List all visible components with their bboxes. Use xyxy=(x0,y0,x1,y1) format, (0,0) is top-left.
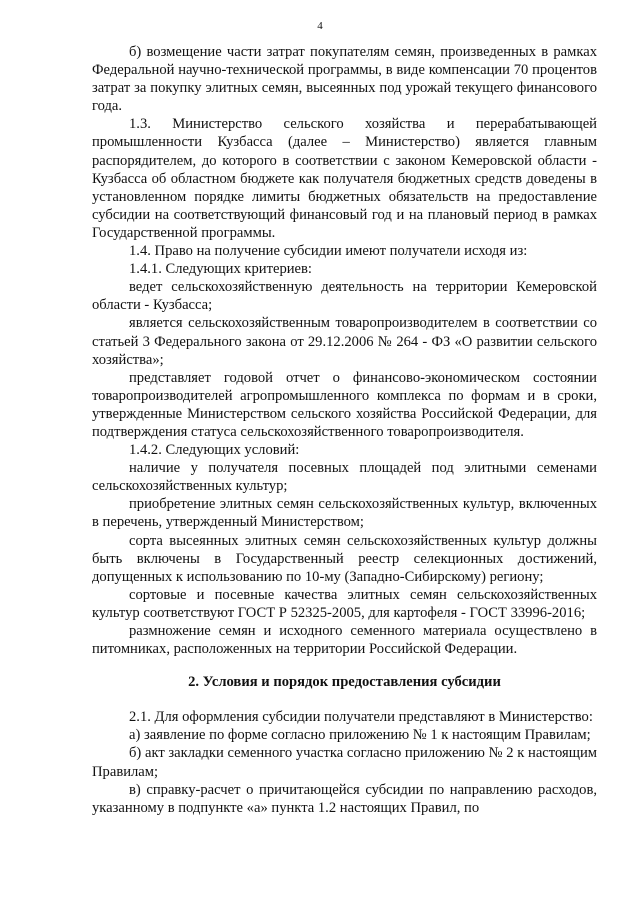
paragraph: 1.4.1. Следующих критериев: xyxy=(129,261,312,278)
paragraph: в) справку-расчет о причитающейся субсидии по направлению расходов, указанному в подпункте «а» пункта 1.2 настоящих Правил, по xyxy=(92,781,597,816)
document-body xyxy=(92,43,597,817)
paragraph: 1.4.2. Следующих условий: xyxy=(129,442,300,459)
paragraph: приобретение элитных семян сельскохозяйственных культур, включенных в перечень, утвержденный Министерством; xyxy=(92,496,597,531)
paragraph: размножение семян и исходного семенного материала осуществлено в питомниках, расположенных на территории Российской Федерации. xyxy=(92,623,597,658)
paragraph: представляет годовой отчет о финансово-экономическом состоянии товаропроизводителей агропромышленного комплекса по формам и в сроки, утвержденные Министерством сельского хозяйства Российской Федерации, для подтверждения статуса сельскохозяйственного товаропроизводителя. xyxy=(92,369,597,440)
section-heading: 2. Условия и порядок предоставления субсидии xyxy=(188,674,501,691)
paragraph: является сельскохозяйственным товаропроизводителем в соответствии со статьей 3 Федерального закона от 29.12.2006 № 264 - ФЗ «О развитии сельского хозяйства»; xyxy=(92,315,597,368)
paragraph: ведет сельскохозяйственную деятельность на территории Кемеровской области - Кузбасса; xyxy=(92,279,597,314)
paragraph: б) возмещение части затрат покупателям семян, произведенных в рамках Федеральной научно-технической программы, в виде компенсации 70 процентов затрат за покупку элитных семян, высеянных под урожай текущего финансового года. xyxy=(92,44,597,115)
paragraph: наличие у получателя посевных площадей под элитными семенами сельскохозяйственных культур; xyxy=(92,460,597,495)
paragraph: 1.4. Право на получение субсидии имеют получатели исходя из: xyxy=(129,243,528,260)
page-number: 4 xyxy=(317,20,323,32)
paragraph: б) акт закладки семенного участка согласно приложению № 2 к настоящим Правилам; xyxy=(92,745,597,780)
paragraph: а) заявление по форме согласно приложению № 1 к настоящим Правилам; xyxy=(129,727,591,744)
paragraph: сортовые и посевные качества элитных семян сельскохозяйственных культур соответствуют ГОСТ Р 52325-2005, для картофеля - ГОСТ 33996-2016; xyxy=(92,586,597,621)
paragraph: сорта высеянных элитных семян сельскохозяйственных культур должны быть включены в Государственный реестр селекционных достижений, допущенных к использованию по 10-му (Западно-Сибирскому) региону; xyxy=(92,532,597,585)
paragraph: 1.3. Министерство сельского хозяйства и перерабатывающей промышленности Кузбасса (далее – Министерство) является главным распорядителем, до которого в соответствии с законом Кемеровской области - Кузбасса об областном бюджете как получателя бюджетных средств доведены в установленном порядке лимиты бюджетных обязательств на предоставление субсидии на соответствующий финансовый год и на плановый период в рамках Государственной программы. xyxy=(92,116,597,241)
paragraph: 2.1. Для оформления субсидии получатели представляют в Министерство: xyxy=(129,709,593,726)
